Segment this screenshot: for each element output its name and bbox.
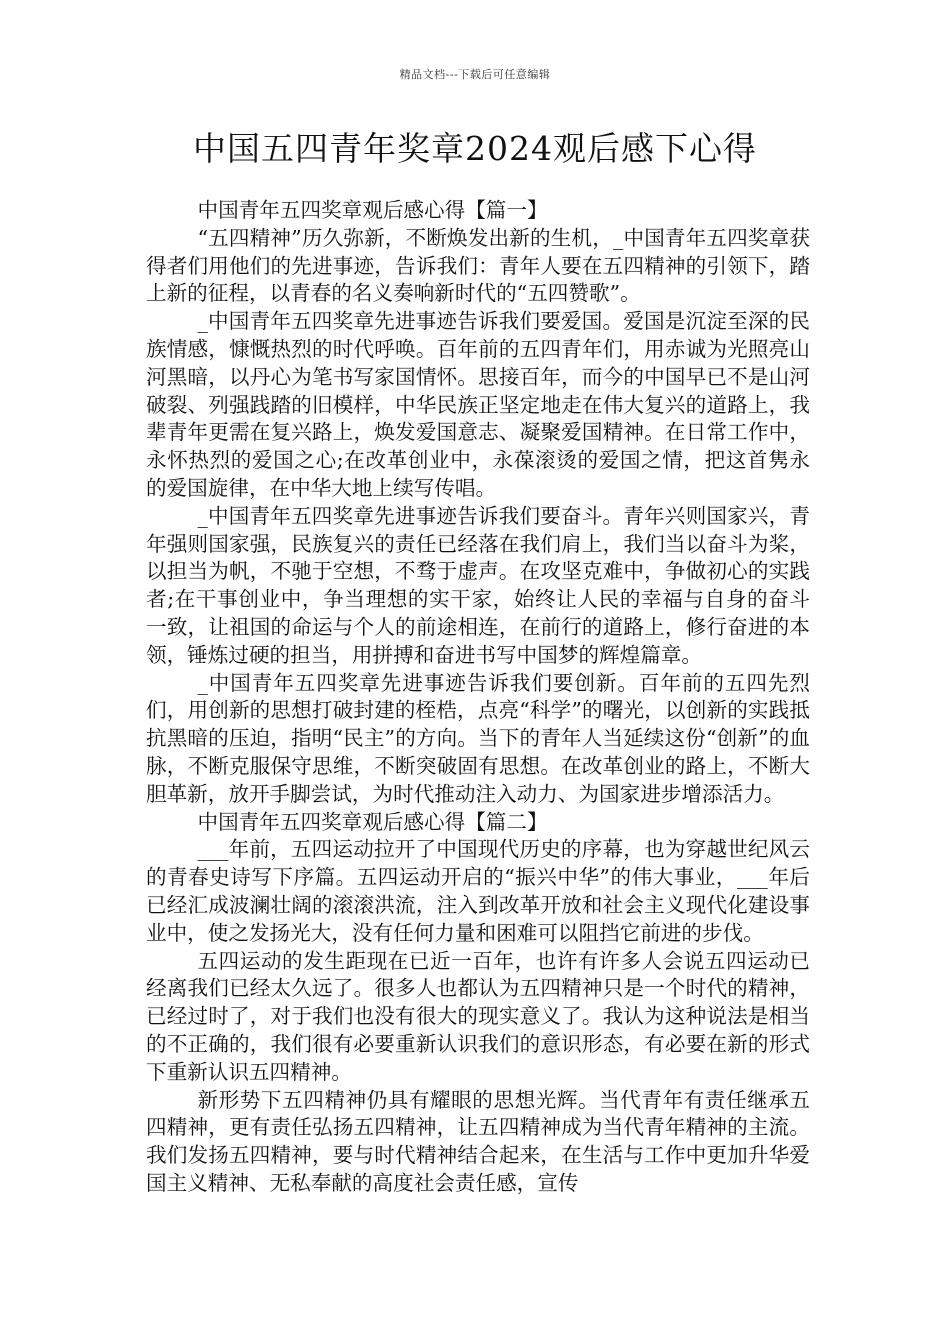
paragraph: 五四运动的发生距现在已近一百年，也许有许多人会说五四运动已经离我们已经太久远了。很多人也都认为五四精神只是一个时代的精神，已经过时了，对于我们也没有很大的现实意义了。我认为这种说法是相当的不正确的，我们很有必要重新认识我们的意识形态，有必要在新的形式下重新认识五四精神。 — [146, 948, 810, 1084]
header-note: 精品文档---下载后可任意编辑 — [399, 68, 551, 81]
paragraph: _中国青年五四奖章先进事迹告诉我们要爱国。爱国是沉淀至深的民族情感，慷慨热烈的时代呼唤。百年前的五四青年们，用赤诚为光照亮山河黑暗，以丹心为笔书写家国情怀。思接百年，而今的中国早已不是山河破裂、列强践踏的旧模样，中华民族正坚定地走在伟大复兴的道路上，我辈青年更需在复兴路上，焕发爱国意志、凝聚爱国精神。在日常工作中，永怀热烈的爱国之心;在改革创业中，永葆滚烫的爱国之情，把这首隽永的爱国旋律，在中华大地上续写传唱。 — [146, 309, 810, 500]
section-heading-1: 中国青年五四奖章观后感心得【篇一】 — [197, 198, 548, 222]
paragraph: _中国青年五四奖章先进事迹告诉我们要奋斗。青年兴则国家兴，青年强则国家强，民族复兴的责任已经落在我们肩上，我们当以奋斗为桨，以担当为帆，不驰于空想，不骛于虚声。在攻坚克难中，争做初心的实践者;在干事创业中，争当理想的实干家，始终让人民的幸福与自身的奋斗一致，让祖国的命运与个人的前途相连，在前行的道路上，修行奋进的本领，锤炼过硬的担当，用拼搏和奋进书写中国梦的辉煌篇章。 — [146, 503, 810, 667]
section-heading-2: 中国青年五四奖章观后感心得【篇二】 — [197, 809, 548, 834]
paragraph: _中国青年五四奖章先进事迹告诉我们要创新。百年前的五四先烈们，用创新的思想打破封建的桎梏，点亮“科学”的曙光，以创新的实践抵抗黑暗的压迫，指明“民主”的方向。当下的青年人当延续这份“创新”的血脉，不断克服保守思维，不断突破固有思想。在改革创业的路上，不断大胆革新，放开手脚尝试，为时代推动注入动力、为国家进步增添活力。 — [146, 670, 810, 806]
document-title: 中国五四青年奖章2024观后感下心得 — [193, 129, 757, 168]
paragraph: ___年前，五四运动拉开了中国现代历史的序幕，也为穿越世纪风云的青春史诗写下序篇。五四运动开启的“振兴中华”的伟大事业，___年后已经汇成波澜壮阔的滚滚洪流，注入到改革开放和社会主义现代化建设事业中，使之发扬光大，没有任何力量和困难可以阻挡它前进的步伐。 — [146, 837, 810, 945]
paragraph: “五四精神”历久弥新，不断焕发出新的生机，_中国青年五四奖章获得者们用他们的先进事迹，告诉我们：青年人要在五四精神的引领下，踏上新的征程，以青春的名义奏响新时代的“五四赞歌”。 — [146, 225, 810, 306]
document-body — [146, 197, 810, 1198]
paragraph: 新形势下五四精神仍具有耀眼的思想光辉。当代青年有责任继承五四精神，更有责任弘扬五四精神，让五四精神成为当代青年精神的主流。我们发扬五四精神，要与时代精神结合起来，在生活与工作中更加升华爱国主义精神、无私奉献的高度社会责任感，宣传 — [146, 1087, 810, 1195]
